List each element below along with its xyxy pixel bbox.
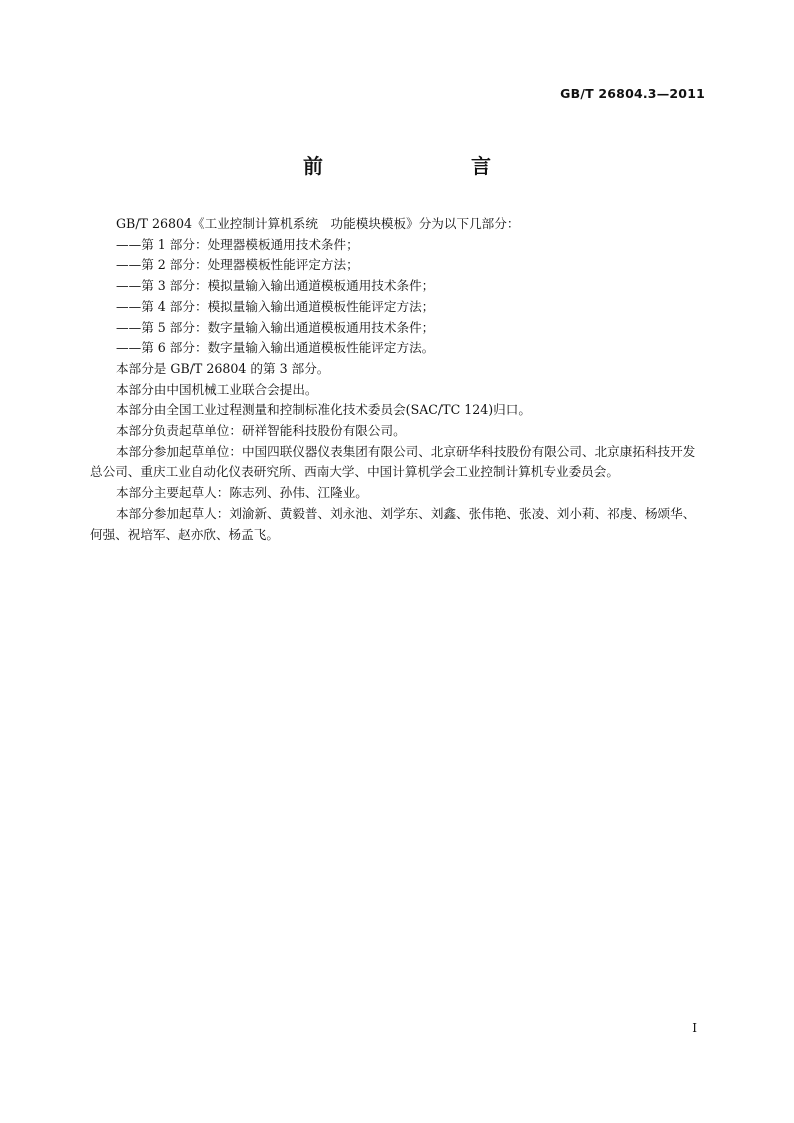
paragraph-intro: GB/T 26804《工业控制计算机系统 功能模块模板》分为以下几部分： bbox=[116, 216, 520, 231]
paragraph-proposer: 本部分由中国机械工业联合会提出。 bbox=[116, 381, 318, 397]
page-number: I bbox=[692, 1021, 697, 1035]
paragraph-lead-drafter: 本部分负责起草单位：研祥智能科技股份有限公司。 bbox=[116, 423, 406, 439]
list-item-part-3: ——第 3 部分：模拟量输入输出通道模板通用技术条件； bbox=[116, 278, 435, 294]
paragraph-part-statement: 本部分是 GB/T 26804 的第 3 部分。 bbox=[116, 360, 330, 376]
standard-code: GB/T 26804.3—2011 bbox=[560, 86, 705, 101]
list-item-part-5: ——第 5 部分：数字量输入输出通道模板通用技术条件； bbox=[116, 319, 435, 335]
paragraph-participating-units: 本部分参加起草单位：中国四联仪器仪表集团有限公司、北京研华科技股份有限公司、北京康拓科技开发总公司、重庆工业自动化仪表研究所、西南大学、中国计算机学会工业控制计算机专业委员会。 bbox=[90, 443, 696, 480]
page-title: 前 言 bbox=[303, 154, 527, 178]
paragraph-participating-drafters: 本部分参加起草人：刘渝新、黄毅普、刘永池、刘学东、刘鑫、张伟艳、张凌、刘小莉、祁虔、杨颂华、何强、祝培军、赵亦欣、杨孟飞。 bbox=[90, 505, 696, 542]
list-item-part-6: ——第 6 部分：数字量输入输出通道模板性能评定方法。 bbox=[116, 340, 435, 356]
list-item-part-1: ——第 1 部分：处理器模板通用技术条件； bbox=[116, 236, 359, 252]
paragraph-main-drafters: 本部分主要起草人：陈志列、孙伟、江隆业。 bbox=[116, 485, 368, 501]
list-item-part-4: ——第 4 部分：模拟量输入输出通道模板性能评定方法； bbox=[116, 298, 435, 314]
foreword-body bbox=[90, 214, 705, 545]
list-item-part-2: ——第 2 部分：处理器模板性能评定方法； bbox=[116, 257, 359, 273]
paragraph-committee: 本部分由全国工业过程测量和控制标准化技术委员会(SAC/TC 124)归口。 bbox=[116, 402, 531, 418]
